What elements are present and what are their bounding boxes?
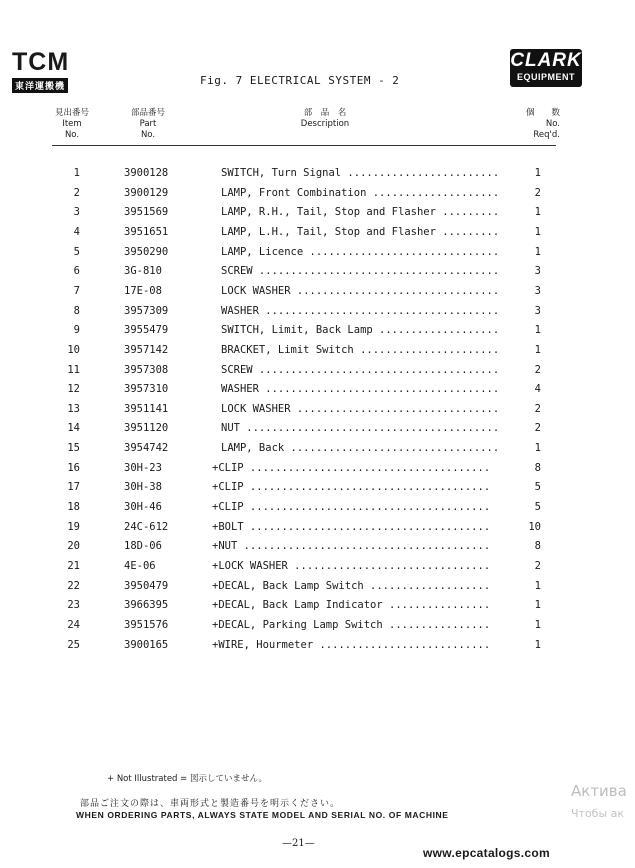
table-row: [0, 422, 635, 442]
description: LAMP, Licence: [221, 245, 304, 258]
header-desc-jp: 部 品 名: [303, 108, 347, 118]
part-no: 3951120: [124, 422, 169, 435]
description-cell: [221, 383, 513, 395]
description: +CLIP: [212, 501, 244, 514]
table-row: [0, 246, 635, 266]
table-row: [0, 364, 635, 384]
part-no: 30H-38: [124, 481, 162, 494]
description: +WIRE, Hourmeter: [212, 638, 314, 651]
description: WASHER: [221, 383, 259, 396]
description-cell: [221, 442, 513, 454]
clark-logo-subtext: EQUIPMENT: [516, 72, 575, 82]
description-cell: [212, 481, 504, 493]
dot-leader: ......................................: [252, 265, 500, 278]
quantity: 5: [534, 501, 541, 514]
description-cell: [212, 462, 504, 474]
table-row: [0, 383, 635, 403]
description: +NUT: [212, 540, 238, 553]
dot-leader: ...................: [363, 579, 491, 592]
table-row: [0, 265, 635, 285]
description-cell: [212, 501, 504, 513]
item-no: 6: [73, 265, 80, 278]
header-part-no: [118, 108, 178, 141]
description: LOCK WASHER: [221, 284, 291, 297]
quantity: 1: [534, 638, 541, 651]
ordering-note-jp: 部品ご注文の際は、車両形式と製造番号を明示ください。: [80, 799, 341, 809]
description: +DECAL, Back Lamp Switch: [212, 579, 364, 592]
header-divider: [52, 145, 556, 146]
part-no: 3900129: [124, 186, 169, 199]
dot-leader: ................................: [290, 284, 500, 297]
dot-leader: ........................: [341, 167, 500, 179]
description: +LOCK WASHER: [212, 560, 288, 572]
item-no: 25: [67, 638, 80, 651]
item-no: 12: [67, 383, 80, 396]
description-cell: [212, 540, 504, 552]
item-no: 23: [67, 599, 80, 612]
description: LAMP, L.H., Tail, Stop and Flasher: [221, 225, 436, 238]
description: LAMP, R.H., Tail, Stop and Flasher: [221, 206, 436, 219]
quantity: 1: [534, 343, 541, 356]
item-no: 22: [67, 579, 80, 592]
part-no: 3G-810: [124, 265, 162, 278]
tcm-logo-subtext: 東洋運搬機: [12, 78, 68, 93]
part-no: 3957308: [124, 363, 169, 376]
item-no: 19: [67, 520, 80, 533]
table-row: [0, 521, 635, 541]
item-no: 8: [73, 304, 80, 317]
description-cell: [212, 560, 504, 572]
description: +CLIP: [212, 481, 244, 494]
item-no: 11: [67, 363, 80, 376]
site-url: www.epcatalogs.com: [423, 846, 550, 860]
item-no: 20: [67, 540, 80, 553]
quantity: 2: [534, 560, 541, 572]
table-row: [0, 599, 635, 619]
dot-leader: .....................................: [258, 383, 500, 396]
item-no: 13: [67, 402, 80, 415]
description-cell: [221, 285, 513, 297]
header-item-no: [48, 108, 96, 141]
tcm-logo: [12, 50, 84, 93]
part-no: 3955479: [124, 324, 169, 337]
quantity: 3: [534, 284, 541, 297]
header-req-jp: 個 数: [525, 108, 560, 118]
quantity: 1: [534, 225, 541, 238]
quantity: 1: [534, 579, 541, 592]
dot-leader: ..............................: [303, 245, 500, 258]
dot-leader: ................................: [290, 402, 500, 415]
description-cell: [221, 344, 513, 356]
part-no: 3957310: [124, 383, 169, 396]
part-no: 18D-06: [124, 540, 162, 553]
part-no: 3951569: [124, 206, 169, 219]
header-part-jp: 部品番号: [130, 108, 165, 118]
part-no: 3957309: [124, 304, 169, 317]
description-cell: [212, 619, 504, 631]
item-no: 17: [67, 481, 80, 494]
description-cell: [221, 324, 513, 336]
activation-watermark-line1: Актива: [571, 782, 627, 800]
table-row: [0, 639, 635, 659]
header-item-en: Item: [62, 119, 82, 129]
table-row: [0, 324, 635, 344]
dot-leader: ...........................: [313, 638, 491, 651]
header-part-en: Part: [139, 119, 157, 129]
table-row: [0, 167, 635, 187]
table-row: [0, 187, 635, 207]
part-no: 3950479: [124, 579, 169, 592]
description-cell: [212, 599, 504, 611]
quantity: 2: [534, 186, 541, 199]
dot-leader: .......................................: [237, 540, 491, 553]
ordering-note-en: WHEN ORDERING PARTS, ALWAYS STATE MODEL AND SERIAL NO. OF MACHINE: [76, 810, 449, 820]
description: BRACKET, Limit Switch: [221, 343, 354, 356]
quantity: 3: [534, 304, 541, 317]
description-cell: [212, 521, 504, 533]
header-item-jp: 見出番号: [54, 108, 89, 118]
header-req-no: No.: [545, 119, 560, 129]
description: NUT: [221, 422, 240, 435]
description: +DECAL, Parking Lamp Switch: [212, 618, 383, 631]
quantity: 8: [534, 540, 541, 553]
dot-leader: ......................: [353, 343, 500, 356]
header-qty: [500, 108, 560, 141]
quantity: 10: [528, 520, 541, 533]
description: +CLIP: [212, 461, 244, 474]
description: LAMP, Back: [221, 442, 285, 455]
description-cell: [221, 206, 513, 218]
part-no: 3951651: [124, 225, 169, 238]
page-number: —21—: [282, 838, 315, 849]
item-no: 15: [67, 442, 80, 455]
table-row: [0, 442, 635, 462]
quantity: 3: [534, 265, 541, 278]
description: +BOLT: [212, 520, 244, 533]
table-row: [0, 619, 635, 639]
item-no: 21: [67, 560, 80, 572]
table-row: [0, 560, 635, 580]
dot-leader: ................: [382, 599, 491, 612]
table-row: [0, 285, 635, 305]
description-cell: [221, 364, 513, 376]
dot-leader: .........: [435, 225, 500, 238]
item-no: 14: [67, 422, 80, 435]
table-row: [0, 462, 635, 482]
item-no: 1: [73, 167, 80, 179]
item-no: 16: [67, 461, 80, 474]
dot-leader: .........: [435, 206, 500, 219]
tcm-logo-text: TCM: [12, 48, 70, 76]
table-row: [0, 344, 635, 364]
part-no: 30H-23: [124, 461, 162, 474]
quantity: 1: [534, 167, 541, 179]
clark-logo: [510, 49, 582, 87]
not-illustrated-note: + Not Illustrated = 図示していません。: [107, 774, 267, 784]
table-row: [0, 580, 635, 600]
description: WASHER: [221, 304, 259, 317]
dot-leader: ........................................: [239, 422, 500, 435]
description: SWITCH, Limit, Back Lamp: [221, 324, 373, 337]
dot-leader: ....................: [366, 186, 500, 199]
description-cell: [221, 187, 513, 199]
quantity: 4: [534, 383, 541, 396]
quantity: 2: [534, 402, 541, 415]
dot-leader: ......................................: [243, 461, 491, 474]
quantity: 2: [534, 422, 541, 435]
quantity: 1: [534, 206, 541, 219]
part-no: 3951576: [124, 618, 169, 631]
dot-leader: ...............................: [287, 560, 491, 572]
table-row: [0, 501, 635, 521]
dot-leader: ......................................: [252, 363, 500, 376]
description-cell: [221, 246, 513, 258]
table-row: [0, 226, 635, 246]
figure-title: Fig. 7 ELECTRICAL SYSTEM - 2: [200, 74, 400, 87]
item-no: 4: [73, 225, 80, 238]
item-no: 2: [73, 186, 80, 199]
item-no: 9: [73, 324, 80, 337]
item-no: 5: [73, 245, 80, 258]
description: LOCK WASHER: [221, 402, 291, 415]
dot-leader: ......................................: [243, 481, 491, 494]
description-cell: [221, 305, 513, 317]
part-no: 3957142: [124, 343, 169, 356]
dot-leader: ......................................: [243, 520, 491, 533]
quantity: 1: [534, 245, 541, 258]
table-row: [0, 305, 635, 325]
header-req-en: Req'd.: [533, 130, 560, 140]
quantity: 1: [534, 442, 541, 455]
quantity: 1: [534, 599, 541, 612]
header-desc-en: Description: [300, 119, 350, 129]
description: SCREW: [221, 363, 253, 376]
table-row: [0, 540, 635, 560]
part-no: 30H-46: [124, 501, 162, 514]
quantity: 5: [534, 481, 541, 494]
dot-leader: ................: [382, 618, 491, 631]
quantity: 2: [534, 363, 541, 376]
part-no: 3966395: [124, 599, 169, 612]
item-no: 10: [67, 343, 80, 356]
description-cell: [212, 639, 504, 651]
dot-leader: ...................: [372, 324, 500, 337]
table-row: [0, 206, 635, 226]
part-no: 24C-612: [124, 520, 169, 533]
quantity: 1: [534, 324, 541, 337]
header-item-no-label: No.: [64, 130, 80, 140]
item-no: 24: [67, 618, 80, 631]
description-cell: [221, 226, 513, 238]
header-description: [245, 108, 405, 130]
part-no: 3900165: [124, 638, 169, 651]
part-no: 17E-08: [124, 284, 162, 297]
description-cell: [221, 422, 513, 434]
item-no: 7: [73, 284, 80, 297]
part-no: 3951141: [124, 402, 169, 415]
description: +DECAL, Back Lamp Indicator: [212, 599, 383, 612]
quantity: 8: [534, 461, 541, 474]
description-cell: [221, 167, 513, 179]
part-no: 3900128: [124, 167, 169, 179]
clark-logo-text: CLARK: [510, 50, 582, 71]
description-cell: [221, 403, 513, 415]
part-no: 3950290: [124, 245, 169, 258]
part-no: 4E-06: [124, 560, 156, 572]
activation-watermark-line2: Чтобы ак: [571, 807, 625, 820]
item-no: 18: [67, 501, 80, 514]
description-cell: [221, 265, 513, 277]
description: LAMP, Front Combination: [221, 186, 367, 199]
table-row: [0, 403, 635, 423]
dot-leader: ......................................: [243, 501, 491, 514]
dot-leader: .................................: [284, 442, 500, 455]
table-row: [0, 481, 635, 501]
quantity: 1: [534, 618, 541, 631]
item-no: 3: [73, 206, 80, 219]
part-no: 3954742: [124, 442, 169, 455]
dot-leader: .....................................: [258, 304, 500, 317]
header-part-no-label: No.: [140, 130, 156, 140]
description: SCREW: [221, 265, 253, 278]
description: SWITCH, Turn Signal: [221, 167, 342, 179]
description-cell: [212, 580, 504, 592]
